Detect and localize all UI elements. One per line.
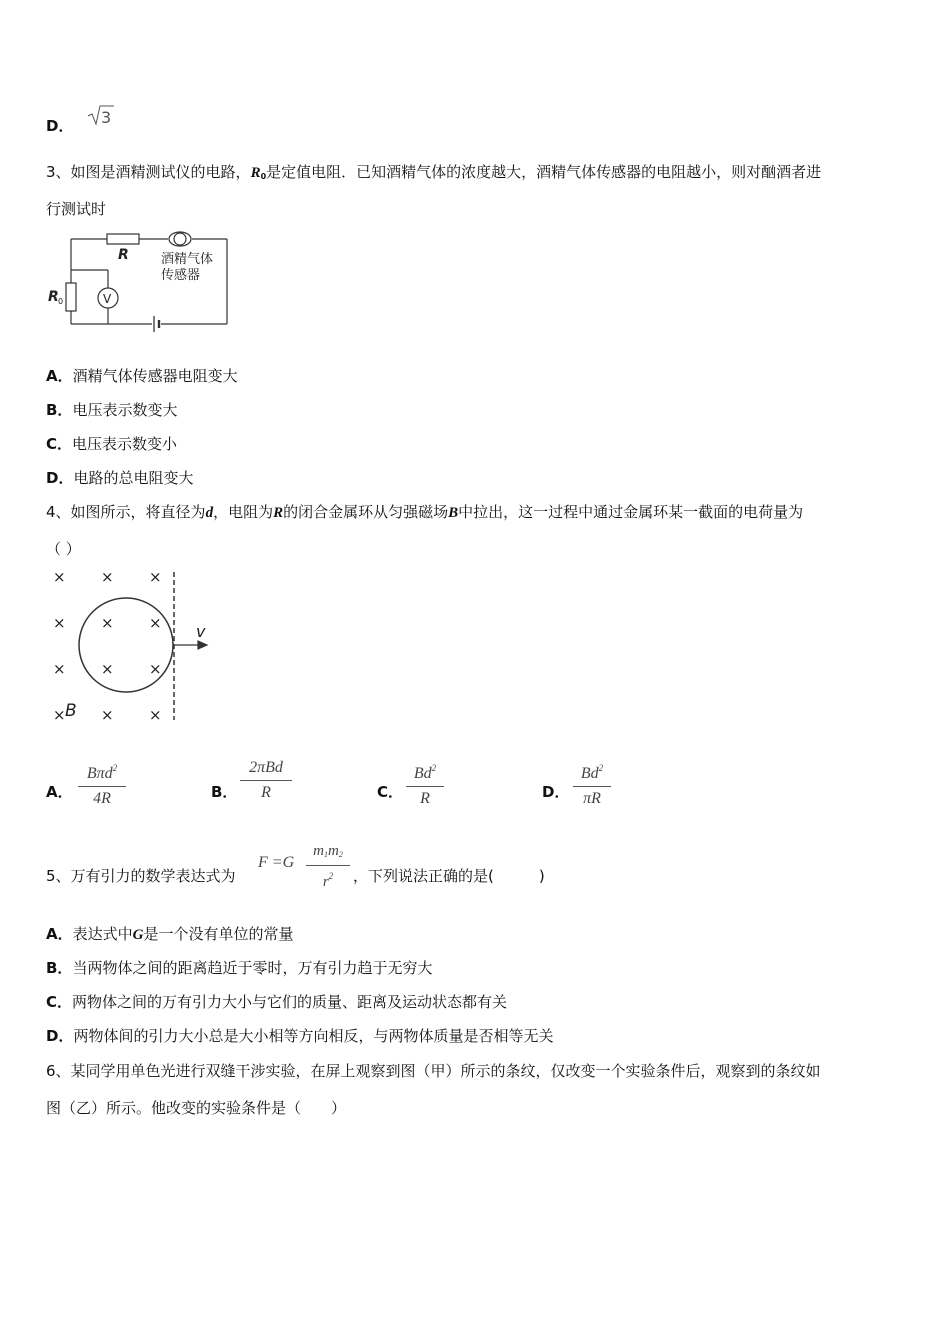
resistor-r0 <box>66 283 76 311</box>
q5-option-d[interactable]: D．两物体间的引力大小总是大小相等方向相反，与两物体质量是否相等无关 <box>46 1027 554 1045</box>
sensor-label-2: 传感器 <box>161 268 201 283</box>
q3-option-b[interactable]: B．电压表示数变大 <box>46 401 178 419</box>
field-label: B <box>65 701 77 721</box>
q5-option-b[interactable]: B．当两物体之间的距离趋近于零时，万有引力趋于无穷大 <box>46 959 433 977</box>
svg-text:×: × <box>149 660 162 678</box>
q5-stem-b: ，下列说法正确的是( ) <box>353 867 545 885</box>
q6-stem-line2: 图（乙）所示。他改变的实验条件是（ ） <box>46 1099 347 1117</box>
q4-option-c[interactable]: C． <box>377 783 404 801</box>
svg-text:×: × <box>101 660 114 678</box>
q3-circuit-figure <box>46 228 236 336</box>
sensor-label-1: 酒精气体 <box>161 252 214 267</box>
q5-number: 5 <box>46 867 56 885</box>
q3-option-a[interactable]: A．酒精气体传感器电阻变大 <box>46 367 238 385</box>
q4-option-b-fraction: 2πBd R <box>240 758 292 803</box>
q5-option-c[interactable]: C．两物体之间的万有引力大小与它们的质量、距离及运动状态都有关 <box>46 993 508 1011</box>
q6-number: 6 <box>46 1062 56 1080</box>
svg-text:×: × <box>53 660 66 678</box>
q4-option-c-fraction: Bd$^2$ R <box>406 758 444 809</box>
q2-option-d[interactable] <box>46 116 73 136</box>
svg-text:×: × <box>53 568 66 586</box>
svg-text:0: 0 <box>58 297 64 306</box>
svg-text:×: × <box>101 706 114 724</box>
q3-stem-line2: 行测试时 <box>46 200 107 218</box>
svg-text:×: × <box>101 614 114 632</box>
svg-text:×: × <box>149 706 162 724</box>
resistor-r0-label: R <box>48 289 59 305</box>
q3-option-d[interactable]: D．电路的总电阻变大 <box>46 469 194 487</box>
q4-number: 4 <box>46 503 56 521</box>
svg-text:×: × <box>149 614 162 632</box>
alcohol-sensor-icon <box>169 232 191 246</box>
q4-option-a[interactable]: A． <box>46 783 73 801</box>
velocity-arrow <box>173 641 207 649</box>
q5-option-a[interactable]: A．表达式中G是一个没有单位的常量 <box>46 925 294 943</box>
q3-r0-symbol: R <box>250 165 261 181</box>
q3-option-c[interactable]: C．电压表示数变小 <box>46 435 178 453</box>
svg-text:×: × <box>53 706 66 724</box>
q3-number: 3 <box>46 163 56 181</box>
resistor-r <box>107 234 139 244</box>
metal-ring <box>79 598 173 692</box>
q4-field-figure <box>46 564 226 732</box>
q2-option-d-sqrt <box>86 103 116 131</box>
q4-option-d-fraction: Bd$^2$ πR <box>573 758 611 809</box>
q4-stem-line1: 4、如图所示，将直径为d，电阻为R的闭合金属环从匀强磁场B中拉出，这一过程中通过金属环某一截面的电荷量为 <box>46 503 804 521</box>
svg-text:×: × <box>53 614 66 632</box>
battery-icon <box>154 316 159 332</box>
q2-sqrt-radicand: 3 <box>101 108 112 127</box>
q3-stem-line1: 3、如图是酒精测试仪的电路，$R_0$是定值电阻．已知酒精气体的浓度越大，酒精气体传感器的电阻越小，则对酗酒者进 <box>46 163 822 181</box>
q4-option-d[interactable]: D． <box>542 783 570 801</box>
q6-stem-line1: 6、某同学用单色光进行双缝干涉实验，在屏上观察到图（甲）所示的条纹，仅改变一个实验条件后，观察到的条纹如 <box>46 1062 821 1080</box>
svg-text:×: × <box>149 568 162 586</box>
resistor-r-label: R <box>118 247 129 263</box>
svg-text:V: V <box>103 292 112 306</box>
velocity-label: v <box>196 622 206 641</box>
q2-option-d-label: D． <box>46 117 74 135</box>
q4-answer-blank: （ ） <box>46 540 81 558</box>
q4-option-a-fraction: Bπd$^2$ 4R <box>78 758 126 809</box>
q5-stem-a: 5、万有引力的数学表达式为 <box>46 867 236 885</box>
q4-option-b[interactable]: B． <box>211 783 238 801</box>
svg-text:×: × <box>101 568 114 586</box>
